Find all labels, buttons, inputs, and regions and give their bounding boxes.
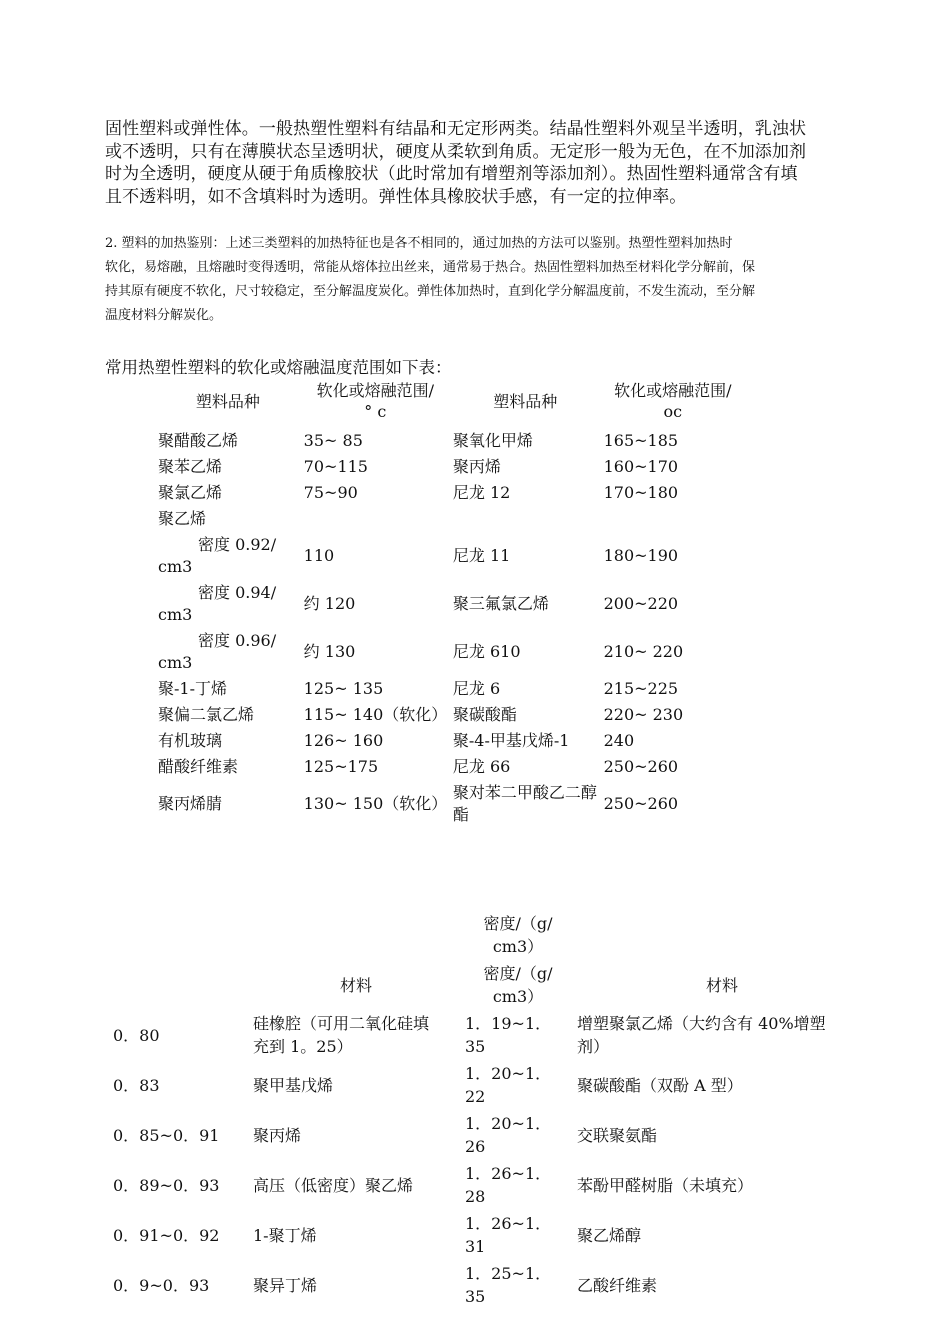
- table-cell: [250, 910, 462, 960]
- table-cell: 0．91~0．92: [113, 1225, 220, 1245]
- table-cell: 35~ 85: [303, 431, 363, 450]
- table-row: [110, 1060, 870, 1110]
- table-cell: [110, 910, 250, 960]
- table-header-row: [110, 910, 870, 960]
- density-table: [110, 910, 870, 1310]
- column-header: 塑料品种: [195, 391, 260, 411]
- table-cell: 硅橡腔（可用二氧化硅填 充到 1。25）: [253, 1014, 430, 1056]
- table-cell: 聚苯乙烯: [158, 457, 223, 476]
- table-cell: 约 120: [303, 594, 356, 613]
- table-cell: 170~180: [603, 483, 679, 502]
- table-cell: 醋酸纤维素: [158, 757, 239, 776]
- table-cell: 高压（低密度）聚乙烯: [253, 1175, 414, 1195]
- table-cell: 聚丙烯: [253, 1125, 302, 1145]
- table-cell: 160~170: [603, 457, 679, 476]
- column-header: 密度/（g/ cm3）: [483, 964, 553, 1006]
- table-cell: [301, 506, 450, 532]
- table-cell: 0．9~0．93: [113, 1275, 210, 1295]
- table-row: [155, 580, 745, 628]
- paragraph-plastics-appearance: [105, 118, 880, 208]
- table-cell: 密度 0.96/ cm3: [158, 631, 277, 672]
- table-cell: 尼龙 610: [452, 642, 521, 661]
- table-cell: 1．19~1．35: [465, 1014, 552, 1056]
- table-cell: 密度 0.92/ cm3: [158, 535, 277, 576]
- table-cell: 75~90: [303, 483, 358, 502]
- table-cell: 尼龙 66: [452, 757, 511, 776]
- table-cell: 聚氯乙烯: [158, 483, 223, 502]
- table-cell: 约 130: [303, 642, 356, 661]
- table-row: [110, 1210, 870, 1260]
- table-cell: 聚碳酸酯: [452, 705, 517, 724]
- table-cell: 200~220: [603, 594, 679, 613]
- table-cell: 苯酚甲醛树脂（未填充）: [577, 1175, 754, 1195]
- column-header: 塑料品种: [493, 391, 558, 411]
- table-row: [110, 1260, 870, 1310]
- table-row: [155, 676, 745, 702]
- table-cell: 1．26~1．31: [465, 1214, 552, 1256]
- table-cell: 126~ 160: [303, 731, 384, 750]
- table-row: [155, 506, 745, 532]
- table-cell: 聚丙烯: [452, 457, 501, 476]
- table-cell: 聚乙烯醇: [577, 1225, 642, 1245]
- table-row: [155, 428, 745, 454]
- table-cell: 聚异丁烯: [253, 1275, 318, 1295]
- table-cell: 220~ 230: [603, 705, 684, 724]
- table-row: [155, 454, 745, 480]
- table-cell: 70~115: [303, 457, 368, 476]
- table-cell: 聚醋酸乙烯: [158, 431, 239, 450]
- table-cell: 1-聚丁烯: [253, 1225, 317, 1245]
- table-cell: 聚对苯二甲酸乙二醇 酯: [452, 783, 597, 824]
- table-cell: [574, 910, 870, 960]
- table-cell: 1．20~1．22: [465, 1064, 552, 1106]
- table-row: [155, 532, 745, 580]
- column-header: 软化或熔融范围/ ° c: [316, 381, 434, 421]
- table-row: [155, 480, 745, 506]
- table-cell: [601, 506, 745, 532]
- paragraph-line: 固性塑料或弹性体。一般热塑性塑料有结晶和无定形两类。结晶性塑料外观呈半透明，乳浊状: [105, 119, 807, 139]
- table-row: [110, 1110, 870, 1160]
- table-cell: 0．89~0．93: [113, 1175, 220, 1195]
- paragraph-line: 持其原有硬度不软化，尺寸较稳定，至分解温度炭化。弹性体加热时，直到化学分解温度前，不发生流动，至分解: [105, 284, 756, 299]
- table-cell: 240: [603, 731, 635, 750]
- softening-temperature-table: [155, 378, 745, 828]
- table-cell: 有机玻璃: [158, 731, 223, 750]
- table-cell: 250~260: [603, 757, 679, 776]
- table-row: [155, 754, 745, 780]
- table-header-row: [155, 378, 745, 428]
- paragraph-line: 软化，易熔融，且熔融时变得透明，常能从熔体拉出丝来，通常易于热合。热固性塑料加热至材料化学分解前，保: [105, 260, 756, 275]
- table-cell: 1．20~1．26: [465, 1114, 552, 1156]
- table-cell: 125~175: [303, 757, 379, 776]
- table-cell: 250~260: [603, 794, 679, 813]
- table-cell: 115~ 140（软化）: [303, 705, 448, 724]
- table-cell: 0．85~0．91: [113, 1125, 220, 1145]
- table-cell: 交联聚氨酯: [577, 1125, 658, 1145]
- table-row: [110, 1010, 870, 1060]
- table-cell: 1．26~1．28: [465, 1164, 552, 1206]
- table-cell: 110: [303, 546, 335, 565]
- table-cell: 聚乙烯: [158, 509, 207, 528]
- paragraph-line: 时为全透明，硬度从硬于角质橡胶状（此时常加有增塑剂等添加剂）。热固性塑料通常含有填: [105, 164, 798, 184]
- paragraph-line: 温度材料分解炭化。: [105, 308, 223, 323]
- table-cell: 增塑聚氯乙烯（大约含有 40%增塑 剂）: [577, 1014, 826, 1056]
- table-row: [155, 628, 745, 676]
- table-cell: 0．80: [113, 1025, 160, 1045]
- paragraph-line: 且不透料明，如不含填料时为透明。弹性体具橡胶状手感，有一定的拉伸率。: [105, 186, 687, 207]
- table-cell: 尼龙 6: [452, 679, 501, 698]
- table-cell: 130~ 150（软化）: [303, 794, 448, 813]
- table-cell: 尼龙 12: [452, 483, 511, 502]
- table-row: [155, 702, 745, 728]
- table-cell: [450, 506, 601, 532]
- table-cell: 聚偏二氯乙烯: [158, 705, 255, 724]
- table-cell: 尼龙 11: [452, 546, 511, 565]
- table-intro: 常用热塑性塑料的软化或熔融温度范围如下表：: [105, 358, 452, 377]
- table-row: [110, 1160, 870, 1210]
- paragraph-heating-identification: [105, 232, 880, 328]
- table-cell: 165~185: [603, 431, 679, 450]
- table-cell: 聚-4-甲基戊烯-1: [452, 731, 570, 750]
- table-cell: [110, 960, 250, 1010]
- column-header: 材料: [705, 975, 738, 995]
- table-cell: 聚甲基戊烯: [253, 1075, 334, 1095]
- table-row: [155, 780, 745, 828]
- table-cell: 密度 0.94/ cm3: [158, 583, 277, 624]
- table-cell: 1．25~1．35: [465, 1264, 552, 1306]
- table-header-row: [110, 960, 870, 1010]
- table-cell: 聚丙烯腈: [158, 794, 223, 813]
- column-header: 材料: [339, 975, 372, 995]
- table-cell: 聚三氟氯乙烯: [452, 594, 549, 613]
- table-cell: 0．83: [113, 1075, 160, 1095]
- table-cell: 210~ 220: [603, 642, 684, 661]
- column-header: 软化或熔融范围/ oc: [614, 381, 732, 421]
- column-header: 密度/（g/ cm3）: [483, 914, 553, 956]
- table-cell: 乙酸纤维素: [577, 1275, 658, 1295]
- table-cell: 180~190: [603, 546, 679, 565]
- paragraph-line: 或不透明，只有在薄膜状态呈透明状，硬度从柔软到角质。无定形一般为无色，在不加添加剂: [105, 141, 807, 162]
- table-cell: 215~225: [603, 679, 679, 698]
- table-cell: 聚碳酸酯（双酚 A 型）: [577, 1075, 743, 1095]
- table-cell: 聚氧化甲烯: [452, 431, 533, 450]
- table-row: [155, 728, 745, 754]
- table-cell: 125~ 135: [303, 679, 384, 698]
- paragraph-line: 2. 塑料的加热鉴别：上述三类塑料的加热特征也是各不相同的，通过加热的方法可以鉴别。热塑性塑料加热时: [105, 236, 733, 251]
- table-cell: 聚-1-丁烯: [158, 679, 227, 698]
